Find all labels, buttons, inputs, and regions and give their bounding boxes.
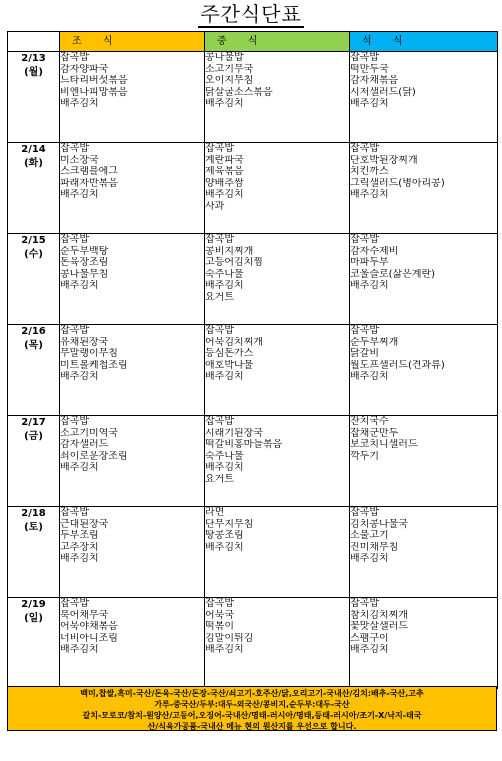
lunch-cell [205, 143, 350, 234]
day-weekday: (금) [24, 431, 43, 442]
menu-item: 미트볼케첩조림 [60, 359, 128, 371]
origin-note-line: 가루-중국산/두부:대두-외국산/콩비지,순두부:대두-국산 [154, 700, 350, 709]
menu-item: 숙주나물 [205, 268, 244, 280]
menu-item: 어묵야채볶음 [60, 621, 118, 632]
dinner-cell [350, 598, 498, 689]
lunch-cell [205, 598, 350, 689]
menu-item: 잡곡밥 [350, 507, 379, 518]
breakfast-cell [60, 507, 205, 598]
menu-item: 감자샐러드 [60, 439, 109, 450]
menu-item: 잡곡밥 [350, 234, 379, 245]
origin-note-line: 갈치-모로코/참치-원양산/고등어,오징어-국내산/명태-러시아/명태,등태-러시아/조기-X/낙지-태국 [82, 711, 422, 720]
menu-item: 잡곡밥 [60, 143, 89, 154]
day-date-cell [8, 234, 60, 325]
menu-item: 김치콩나물국 [350, 518, 408, 530]
menu-item: 잔치국수 [350, 416, 389, 427]
breakfast-header: 조 식 [60, 32, 205, 52]
day-date-cell [8, 416, 60, 507]
day-row [8, 52, 498, 143]
menu-item: 배추김치 [350, 98, 389, 109]
menu-body [8, 52, 498, 689]
lunch-cell [205, 325, 350, 416]
day-date-cell [8, 598, 60, 689]
menu-item: 배추김치 [60, 98, 99, 109]
menu-item: 비엔나피망볶음 [60, 86, 128, 98]
menu-item: 단호박된장찌개 [350, 154, 418, 166]
menu-item: 배추김치 [350, 553, 389, 564]
menu-item: 계란파국 [205, 154, 244, 166]
day-date: 2/14 [21, 144, 46, 155]
menu-item: 참치김치찌개 [350, 609, 408, 621]
menu-item: 닭살굴소스볶음 [205, 86, 273, 98]
day-weekday: (수) [24, 249, 43, 260]
menu-item: 시래기된장국 [205, 427, 263, 439]
menu-item: 닭갈비 [350, 348, 379, 359]
menu-item: 잡곡밥 [60, 325, 89, 336]
menu-item: 배추김치 [350, 644, 389, 655]
menu-item: 배추김치 [60, 462, 99, 473]
menu-item: 배추김치 [60, 644, 99, 655]
day-row [8, 143, 498, 234]
origin-note-line: 산/식육가공품-국내산 메뉴 현의 원산지를 우선으로 합니다. [147, 722, 357, 731]
day-date: 2/15 [21, 235, 46, 246]
menu-item: 등심돈가스 [205, 348, 254, 359]
menu-item: 마파두부 [350, 257, 389, 268]
menu-item: 사과 [205, 200, 225, 212]
breakfast-cell [60, 598, 205, 689]
menu-item: 배추김치 [350, 371, 389, 382]
menu-item: 콩나물밥 [205, 52, 244, 63]
menu-item: 월도프샐러드(견과류) [350, 359, 445, 371]
weekly-menu-table [7, 31, 498, 689]
lunch-cell [205, 416, 350, 507]
menu-item: 배추김치 [60, 280, 99, 291]
day-date-cell [8, 325, 60, 416]
menu-item: 고추장치 [60, 541, 99, 553]
menu-item: 배추김치 [205, 644, 244, 655]
menu-item: 쇠이로운장조림 [60, 450, 128, 462]
breakfast-cell [60, 325, 205, 416]
day-weekday: (화) [24, 158, 43, 169]
menu-item: 시저샐러드(닭) [350, 86, 416, 98]
breakfast-cell [60, 416, 205, 507]
dinner-cell [350, 507, 498, 598]
menu-item: 잡곡밥 [350, 598, 379, 609]
menu-item: 잡채군만두 [350, 427, 399, 439]
menu-item: 배추김치 [205, 280, 244, 291]
menu-item: 땅콩조림 [205, 530, 244, 541]
day-row [8, 325, 498, 416]
day-weekday: (목) [24, 340, 43, 351]
day-row [8, 598, 498, 689]
day-date: 2/13 [21, 53, 46, 64]
menu-item: 어묵국 [205, 609, 234, 621]
day-date-cell [8, 143, 60, 234]
menu-item: 잡곡밥 [205, 325, 234, 336]
menu-item: 잡곡밥 [350, 143, 379, 154]
menu-item: 콩나물무침 [60, 268, 109, 280]
menu-item: 미소장국 [60, 154, 99, 166]
menu-item: 요거트 [205, 291, 234, 303]
menu-item: 치킨까스 [350, 166, 389, 177]
day-date-cell [8, 507, 60, 598]
menu-item: 파래자반볶음 [60, 177, 118, 189]
menu-item: 보코치니샐러드 [350, 439, 418, 450]
day-date: 2/18 [21, 508, 46, 519]
dinner-cell [350, 416, 498, 507]
menu-item: 요거트 [205, 473, 234, 485]
lunch-cell [205, 52, 350, 143]
menu-item: 진미채무침 [350, 541, 399, 553]
menu-item: 배추김치 [60, 189, 99, 200]
menu-item: 잡곡밥 [205, 143, 234, 154]
menu-item: 근대된장국 [60, 518, 109, 530]
breakfast-cell [60, 143, 205, 234]
menu-item: 배추김치 [350, 280, 389, 291]
dinner-header: 석 식 [350, 32, 498, 52]
menu-item: 콩비지찌개 [205, 245, 254, 257]
menu-item: 어묵김치찌개 [205, 336, 263, 348]
menu-item: 깍두기 [350, 450, 379, 462]
menu-item: 잡곡밥 [350, 325, 379, 336]
menu-item: 배추김치 [205, 371, 244, 382]
menu-item: 꽃맛살샐러드 [350, 621, 408, 632]
menu-item: 소고기미역국 [60, 427, 118, 439]
menu-item: 김말이튀김 [205, 632, 254, 644]
menu-item: 잡곡밥 [60, 52, 89, 63]
menu-item: 감자채볶음 [350, 75, 399, 86]
menu-item: 배추김치 [205, 98, 244, 109]
menu-item: 코울슬로(삶은계란) [350, 268, 436, 280]
menu-item: 떡만두국 [350, 63, 389, 75]
menu-item: 단무지무침 [205, 518, 254, 530]
breakfast-cell [60, 234, 205, 325]
menu-item: 잡곡밥 [60, 234, 89, 245]
lunch-header: 중 식 [205, 32, 350, 52]
menu-item: 양배추쌈 [205, 177, 244, 189]
menu-item: 돈육장조림 [60, 257, 109, 268]
menu-item: 잡곡밥 [60, 416, 89, 427]
dinner-cell [350, 52, 498, 143]
date-header [8, 32, 60, 52]
origin-note [7, 686, 497, 731]
menu-item: 배추김치 [60, 371, 99, 382]
menu-item: 애호박나물 [205, 359, 254, 371]
day-row [8, 234, 498, 325]
menu-item: 너비아니조림 [60, 632, 118, 644]
menu-item: 순두부백탕 [60, 245, 109, 257]
menu-item: 스크램블에그 [60, 166, 118, 177]
menu-item: 고등어김치찜 [205, 257, 263, 268]
menu-item: 스팸구이 [350, 632, 389, 644]
day-date: 2/16 [21, 326, 46, 337]
menu-item: 느타리버섯볶음 [60, 75, 128, 86]
menu-item: 잡곡밥 [350, 52, 379, 63]
menu-item: 잡곡밥 [60, 598, 89, 609]
menu-item: 감자양파국 [60, 63, 109, 75]
page-title: 주간식단표 [200, 2, 302, 26]
menu-item: 떡볶이 [205, 621, 234, 632]
day-weekday: (월) [24, 67, 43, 78]
menu-item: 숙주나물 [205, 450, 244, 462]
menu-item: 제육볶음 [205, 166, 244, 177]
header-row [8, 32, 498, 52]
lunch-cell [205, 234, 350, 325]
menu-item: 감자수제비 [350, 245, 399, 257]
breakfast-cell [60, 52, 205, 143]
day-date: 2/19 [21, 599, 46, 610]
origin-note-line: 백미,찹쌀,흑미-국산/돈육-국산/돈장-국산/쇠고기-호주산/닭,오리고기-국내산/김치:배추-국산,고추 [80, 689, 424, 698]
menu-item: 잡곡밥 [60, 507, 89, 518]
menu-item: 소불고기 [350, 530, 389, 541]
menu-item: 라면 [205, 507, 225, 518]
menu-item: 잡곡밥 [205, 416, 234, 427]
dinner-cell [350, 234, 498, 325]
day-weekday: (토) [24, 522, 43, 533]
menu-item: 잡곡밥 [205, 598, 234, 609]
menu-item: 북어채무국 [60, 609, 109, 621]
menu-item: 그릭샐러드(병아리콩) [350, 177, 445, 189]
dinner-cell [350, 325, 498, 416]
menu-item: 두부조림 [60, 530, 99, 541]
menu-item: 오이지무침 [205, 75, 254, 86]
menu-item: 배추김치 [350, 189, 389, 200]
menu-item: 순두부찌개 [350, 336, 399, 348]
menu-item: 배추김치 [205, 462, 244, 473]
menu-item: 배추김치 [205, 189, 244, 200]
lunch-cell [205, 507, 350, 598]
dinner-cell [350, 143, 498, 234]
menu-item: 배추김치 [60, 553, 99, 564]
day-date-cell [8, 52, 60, 143]
menu-item: 잡곡밥 [205, 234, 234, 245]
menu-item: 무말랭이무침 [60, 348, 118, 359]
day-row [8, 507, 498, 598]
menu-item: 소고기무국 [205, 63, 254, 75]
menu-item: 유채된장국 [60, 336, 109, 348]
day-date: 2/17 [21, 417, 46, 428]
menu-item: 떡갈비홍마늘볶음 [205, 439, 283, 450]
day-row [8, 416, 498, 507]
day-weekday: (일) [24, 613, 43, 624]
menu-item: 배추김치 [205, 541, 244, 553]
